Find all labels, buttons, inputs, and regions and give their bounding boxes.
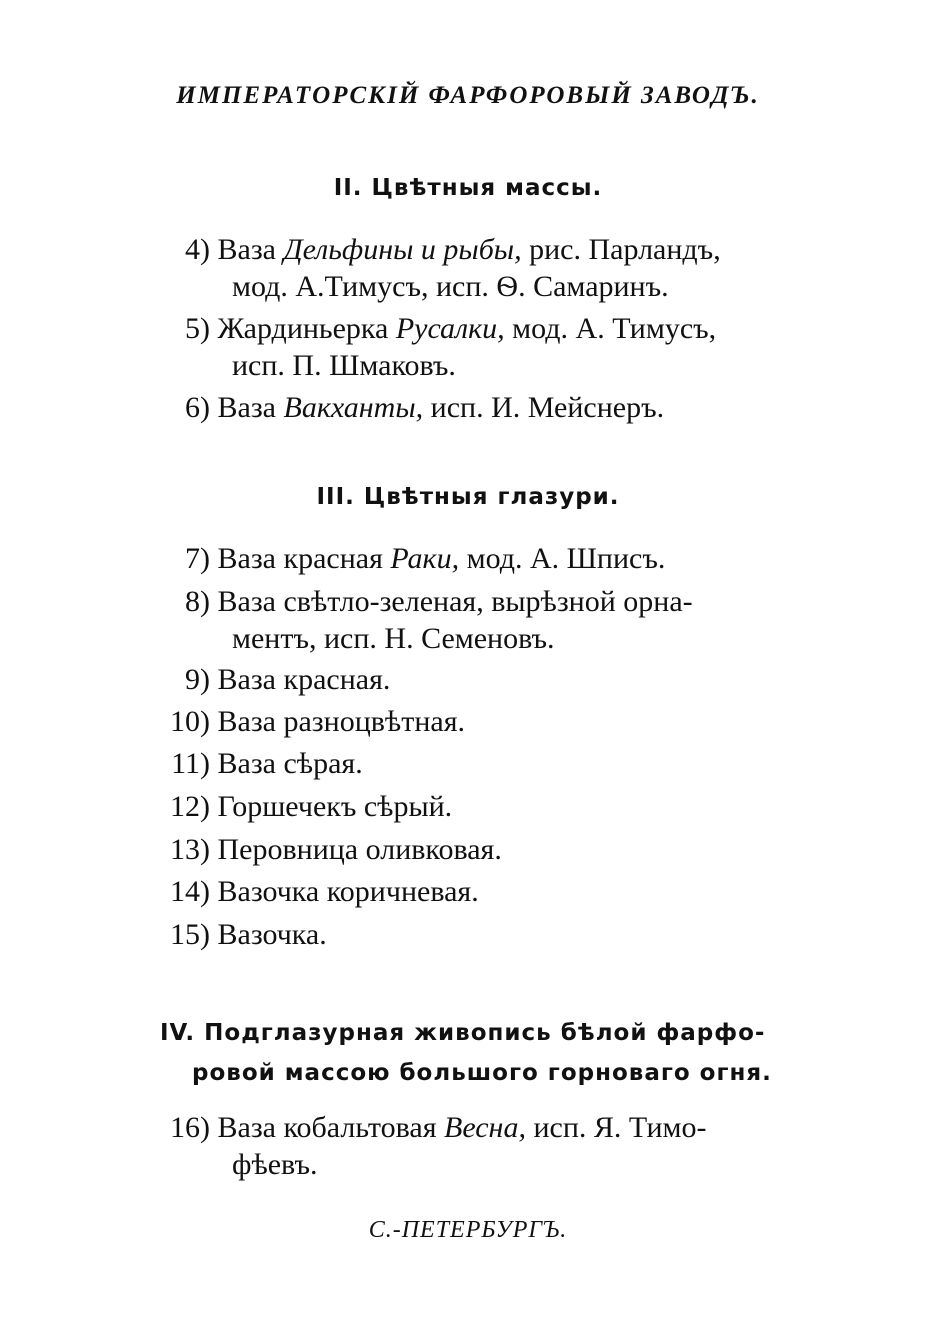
list-item [150,703,780,740]
item-text: Жардиньерка [217,312,396,345]
list-item [150,583,780,657]
item-continuation: исп. П. Шмаковъ. [232,349,456,382]
item-number: 9) [185,663,210,696]
item-number: 13) [170,833,210,866]
running-head: ИМПЕРАТОРСКІЙ ФАРФОРОВЫЙ ЗАВОДЪ. [176,82,760,109]
item-title: Русалки, [395,312,505,345]
item-number: 4) [185,233,210,266]
item-text: Ваза [217,233,284,266]
item-text: исп. И. Мейснеръ. [423,391,665,424]
item-text: Ваза свѣтло-зеленая, вырѣзной орна- [217,585,693,618]
item-text: Ваза разноцвѣтная. [217,705,465,738]
item-continuation: ментъ, исп. Н. Семеновъ. [232,622,555,655]
item-number: 8) [185,585,210,618]
list-item [150,916,780,953]
item-number: 5) [185,312,210,345]
item-text: исп. Я. Тимо- [525,1111,707,1144]
list-item [150,745,780,782]
item-number: 14) [170,875,210,908]
list-item [150,831,780,868]
item-text: Вазочка коричневая. [217,875,479,908]
list-item [150,1109,780,1183]
item-number: 7) [185,542,210,575]
section-heading-line: IV. Подглазурная живопись бѣлой фарфо- [160,1020,766,1046]
item-number: 11) [171,747,210,780]
item-title: Весна, [444,1111,526,1144]
item-text: Ваза кобальтовая [217,1111,444,1144]
list-item [150,540,780,577]
section-heading-iv [160,1013,780,1093]
item-text: Ваза [217,391,284,424]
item-title: Раки, [390,542,460,575]
item-text: рис. Парландъ, [521,233,721,266]
item-title: Дельфины и рыбы, [283,233,522,266]
item-continuation: фѣевъ. [232,1148,318,1181]
item-number: 15) [170,918,210,951]
item-text: мод. А. Тимусъ, [504,312,717,345]
item-number: 10) [170,705,210,738]
item-continuation: мод. А.Тимусъ, исп. Ѳ. Самаринъ. [232,270,669,303]
item-number: 16) [170,1111,210,1144]
list-item [150,310,780,384]
item-title: Вакханты, [283,391,424,424]
imprint-place: С.-ПЕТЕРБУРГЪ. [368,1217,568,1243]
section-heading-ii: II. Цвѣтныя массы. [333,175,603,201]
item-text: Перовница оливковая. [217,833,502,866]
item-text: мод. А. Шписъ. [459,542,666,575]
item-text: Ваза красная [217,542,391,575]
item-text: Горшечекъ сѣрый. [217,790,453,823]
item-text: Вазочка. [217,918,327,951]
section-heading-iii: III. Цвѣтныя глазури. [316,484,620,510]
list-item [150,389,780,426]
list-item [150,873,780,910]
section-heading-line: ровой массою большого горноваго огня. [192,1060,772,1086]
list-item [150,661,780,698]
item-number: 6) [185,391,210,424]
list-item [150,231,780,305]
item-text: Ваза сѣрая. [217,747,363,780]
item-text: Ваза красная. [217,663,391,696]
list-item [150,788,780,825]
item-number: 12) [170,790,210,823]
